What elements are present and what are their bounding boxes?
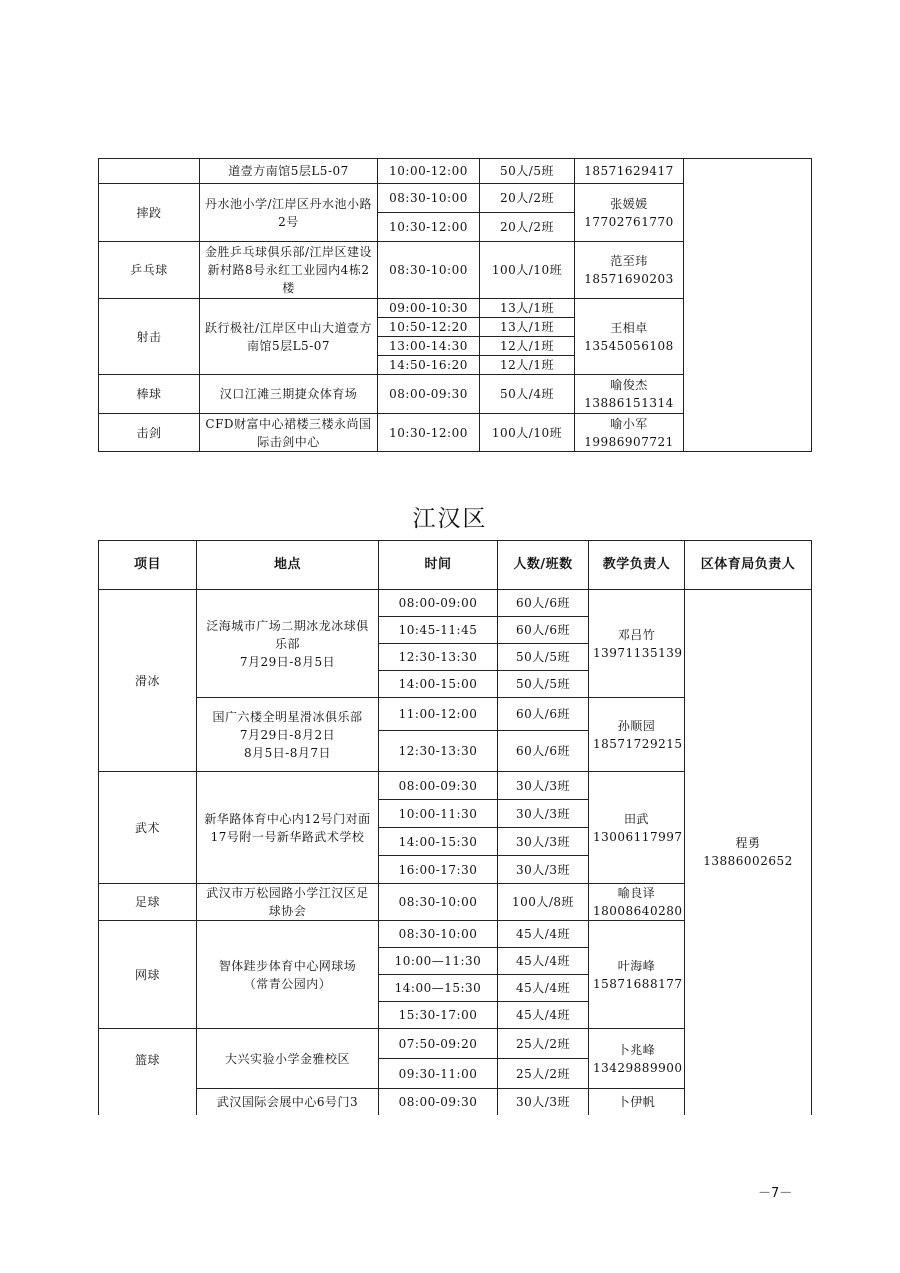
capacity-cell: 60人/6班 xyxy=(498,590,589,617)
district-contact-cell xyxy=(684,159,812,452)
venue-line: 国广六楼全明星滑冰俱乐部 xyxy=(212,709,363,724)
coach-name: 喻小军 xyxy=(610,416,648,431)
capacity-cell: 100人/10班 xyxy=(480,242,575,299)
time-cell: 08:30-10:00 xyxy=(379,921,498,948)
header-venue: 地点 xyxy=(197,541,379,590)
coach-phone: 13429889900 xyxy=(593,1060,683,1075)
header-time: 时间 xyxy=(379,541,498,590)
venue-cell: 武汉市万松园路小学江汉区足球协会 xyxy=(197,884,379,921)
coach-cell xyxy=(575,414,684,452)
coach-name: 喻俊杰 xyxy=(610,378,648,392)
district-contact-phone: 13886002652 xyxy=(703,854,793,869)
page-number: －7－ xyxy=(758,1186,793,1201)
venue-cell xyxy=(197,921,379,1029)
time-cell: 09:30-11:00 xyxy=(379,1059,498,1089)
venue-dates: 7月29日-8月5日 xyxy=(239,654,336,669)
capacity-cell: 60人/6班 xyxy=(498,731,589,772)
venue-dates: 8月5日-8月7日 xyxy=(243,745,332,760)
time-cell: 10:30-12:00 xyxy=(378,213,480,242)
venue-cell: 武汉国际会展中心6号门3 xyxy=(197,1089,379,1115)
capacity-cell: 25人/2班 xyxy=(498,1029,589,1059)
time-cell: 10:00—11:30 xyxy=(379,948,498,975)
capacity-cell: 45人/4班 xyxy=(498,948,589,975)
coach-phone: 13886151314 xyxy=(584,396,674,410)
time-cell: 12:30-13:30 xyxy=(379,644,498,671)
project-cell: 棒球 xyxy=(99,375,200,414)
venue-cell: 大兴实验小学金雅校区 xyxy=(197,1029,379,1089)
coach-cell: 卜伊帆 xyxy=(589,1089,685,1115)
venue-cell: 汉口江滩三期捷众体育场 xyxy=(200,375,378,414)
time-cell: 10:00-12:00 xyxy=(378,159,480,184)
coach-phone: 19986907721 xyxy=(584,434,674,449)
coach-name: 王相卓 xyxy=(610,320,648,335)
time-cell: 12:30-13:30 xyxy=(379,731,498,772)
coach-phone: 17702761770 xyxy=(584,214,674,229)
venue-dates: 7月29日-8月2日 xyxy=(239,727,336,742)
project-cell xyxy=(99,159,200,184)
time-cell: 10:30-12:00 xyxy=(378,414,480,452)
coach-cell xyxy=(589,772,685,884)
coach-name: 田武 xyxy=(623,811,649,826)
coach-name: 范至玮 xyxy=(610,254,648,268)
capacity-cell: 20人/2班 xyxy=(480,213,575,242)
project-cell: 武术 xyxy=(99,772,197,884)
time-cell: 14:00—15:30 xyxy=(379,975,498,1002)
project-cell: 击剑 xyxy=(99,414,200,452)
time-cell: 10:50-12:20 xyxy=(378,318,480,337)
coach-cell xyxy=(575,375,684,414)
schedule-table xyxy=(98,540,812,1115)
coach-name: 喻良译 xyxy=(617,886,656,900)
district-contact-cell xyxy=(685,590,812,1115)
venue-line: （常青公园内） xyxy=(243,976,332,991)
capacity-cell: 45人/4班 xyxy=(498,921,589,948)
time-cell: 10:00-11:30 xyxy=(379,800,498,828)
coach-name: 卜兆峰 xyxy=(617,1042,656,1057)
coach-cell xyxy=(575,299,684,375)
coach-phone: 13971135139 xyxy=(593,645,683,660)
time-cell: 07:50-09:20 xyxy=(379,1029,498,1059)
venue-line: 智体跬步体育中心网球场 xyxy=(218,958,357,973)
time-cell: 08:30-10:00 xyxy=(378,242,480,299)
capacity-cell: 50人/5班 xyxy=(480,159,575,184)
coach-phone: 18571690203 xyxy=(584,272,674,286)
capacity-cell: 50人/5班 xyxy=(498,671,589,698)
time-cell: 15:30-17:00 xyxy=(379,1002,498,1029)
time-cell: 10:45-11:45 xyxy=(379,617,498,644)
coach-cell xyxy=(589,698,685,772)
capacity-cell: 30人/3班 xyxy=(498,772,589,800)
capacity-cell: 30人/3班 xyxy=(498,828,589,856)
venue-cell xyxy=(197,590,379,698)
capacity-cell: 30人/3班 xyxy=(498,856,589,884)
coach-cell xyxy=(589,884,685,921)
time-cell: 13:00-14:30 xyxy=(378,337,480,356)
venue-line: 泛海城市广场二期冰龙冰球俱乐部 xyxy=(206,618,369,651)
coach-phone: 13006117997 xyxy=(593,829,683,844)
capacity-cell: 12人/1班 xyxy=(480,356,575,375)
capacity-cell: 30人/3班 xyxy=(498,1089,589,1115)
coach-phone: 15871688177 xyxy=(593,976,683,991)
capacity-cell: 13人/1班 xyxy=(480,299,575,318)
capacity-cell: 25人/2班 xyxy=(498,1059,589,1089)
header-project: 项目 xyxy=(99,541,197,590)
capacity-cell: 100人/8班 xyxy=(498,884,589,921)
time-cell: 14:00-15:00 xyxy=(379,671,498,698)
venue-cell xyxy=(197,698,379,772)
schedule-table-continued xyxy=(98,158,812,452)
time-cell: 09:00-10:30 xyxy=(378,299,480,318)
coach-phone: 13545056108 xyxy=(584,338,674,353)
coach-name: 叶海峰 xyxy=(617,958,656,973)
header-coach: 教学负责人 xyxy=(589,541,685,590)
district-contact-name: 程勇 xyxy=(735,836,761,851)
project-cell: 摔跤 xyxy=(99,184,200,242)
time-cell: 14:50-16:20 xyxy=(378,356,480,375)
project-cell: 网球 xyxy=(99,921,197,1029)
coach-name: 张媛媛 xyxy=(610,196,648,211)
capacity-cell: 12人/1班 xyxy=(480,337,575,356)
coach-cell xyxy=(589,1029,685,1089)
capacity-cell: 20人/2班 xyxy=(480,184,575,213)
time-cell: 08:30-10:00 xyxy=(378,184,480,213)
project-label: 篮球 xyxy=(134,1053,160,1067)
time-cell: 14:00-15:30 xyxy=(379,828,498,856)
header-row xyxy=(99,541,812,590)
venue-cell: 金胜乒乓球俱乐部/江岸区建设新村路8号永红工业园内4栋2楼 xyxy=(200,242,378,299)
project-cell: 乒乓球 xyxy=(99,242,200,299)
capacity-cell: 13人/1班 xyxy=(480,318,575,337)
project-cell: 足球 xyxy=(99,884,197,921)
venue-cell: 丹水池小学/江岸区丹水池小路2号 xyxy=(200,184,378,242)
venue-cell: 跃行极社/江岸区中山大道壹方南馆5层L5-07 xyxy=(200,299,378,375)
coach-cell xyxy=(589,590,685,698)
capacity-cell: 100人/10班 xyxy=(480,414,575,452)
capacity-cell: 45人/4班 xyxy=(498,975,589,1002)
coach-phone: 18008640280 xyxy=(593,904,683,918)
coach-cell xyxy=(575,242,684,299)
capacity-cell: 50人/4班 xyxy=(480,375,575,414)
capacity-cell: 30人/3班 xyxy=(498,800,589,828)
time-cell: 08:00-09:00 xyxy=(379,590,498,617)
header-district-contact: 区体育局负责人 xyxy=(685,541,812,590)
time-cell: 08:00-09:30 xyxy=(378,375,480,414)
capacity-cell: 45人/4班 xyxy=(498,1002,589,1029)
coach-cell: 18571629417 xyxy=(575,159,684,184)
coach-phone: 18571729215 xyxy=(593,736,683,751)
capacity-cell: 60人/6班 xyxy=(498,617,589,644)
table-row xyxy=(99,159,812,184)
venue-cell: 道壹方南馆5层L5-07 xyxy=(200,159,378,184)
time-cell: 08:00-09:30 xyxy=(379,1089,498,1115)
project-cell: 滑冰 xyxy=(99,590,197,772)
capacity-cell: 50人/5班 xyxy=(498,644,589,671)
venue-cell: CFD财富中心裙楼三楼永尚国际击剑中心 xyxy=(200,414,378,452)
table-row xyxy=(99,590,812,617)
project-cell: 射击 xyxy=(99,299,200,375)
time-cell: 11:00-12:00 xyxy=(379,698,498,731)
header-capacity: 人数/班数 xyxy=(498,541,589,590)
coach-cell xyxy=(589,921,685,1029)
time-cell: 16:00-17:30 xyxy=(379,856,498,884)
coach-cell xyxy=(575,184,684,242)
capacity-cell: 60人/6班 xyxy=(498,698,589,731)
coach-name: 邓吕竹 xyxy=(617,627,656,642)
project-cell xyxy=(99,1029,197,1115)
time-cell: 08:00-09:30 xyxy=(379,772,498,800)
venue-cell: 新华路体育中心内12号门对面17号附一号新华路武术学校 xyxy=(197,772,379,884)
coach-name: 孙顺园 xyxy=(617,718,656,733)
section-title: 江汉区 xyxy=(412,506,488,532)
time-cell: 08:30-10:00 xyxy=(379,884,498,921)
